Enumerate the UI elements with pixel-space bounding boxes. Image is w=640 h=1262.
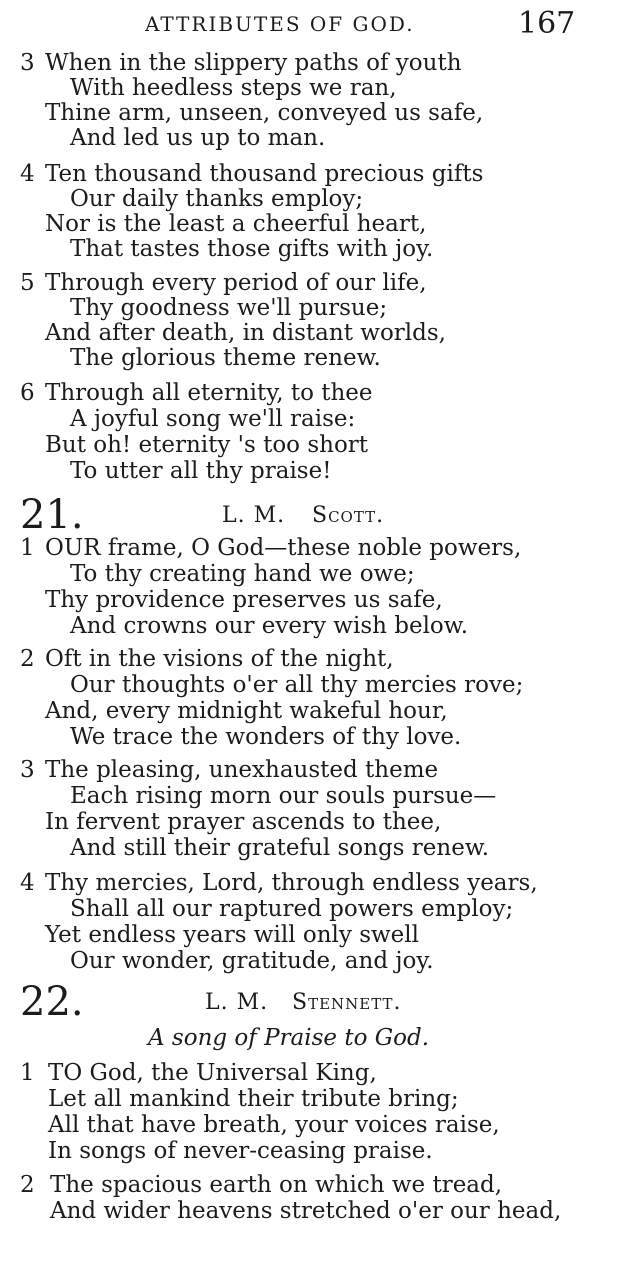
verse-line: And wider heavens stretched o'er our head, <box>50 1198 562 1224</box>
verse-line: Through every period of our life, <box>45 270 427 296</box>
verse-line: Nor is the least a cheerful heart, <box>45 211 427 237</box>
stanza-number: 2 <box>20 646 35 672</box>
verse-line: And, every midnight wakeful hour, <box>45 698 448 724</box>
verse-line: And still their grateful songs renew. <box>70 835 490 861</box>
verse-line: Our thoughts o'er all thy mercies rove; <box>70 672 524 698</box>
stanza-number: 4 <box>20 161 35 187</box>
hymn-number: 22. <box>20 979 84 1025</box>
running-title: ATTRIBUTES OF GOD. <box>145 12 415 36</box>
hymn-composer: Stennett. <box>292 990 402 1015</box>
verse-line: With heedless steps we ran, <box>70 75 397 101</box>
hymn21-heading <box>0 493 640 537</box>
page-header <box>0 6 640 40</box>
verse-line: But oh! eternity 's too short <box>45 432 369 458</box>
verse-line: We trace the wonders of thy love. <box>70 724 462 750</box>
verse-line: Thy mercies, Lord, through endless years, <box>45 870 538 896</box>
verse-line: Ten thousand thousand precious gifts <box>45 161 484 187</box>
verse-line: To utter all thy praise! <box>70 458 332 484</box>
stanza-number: 4 <box>20 870 35 896</box>
verse-line: The spacious earth on which we tread, <box>50 1172 503 1198</box>
stanza-number: 6 <box>20 380 35 406</box>
verse-line: That tastes those gifts with joy. <box>70 236 434 262</box>
verse-line: Thy providence preserves us safe, <box>45 587 443 613</box>
verse-line: Let all mankind their tribute bring; <box>48 1086 459 1112</box>
hymn-composer: Scott. <box>312 503 385 528</box>
stanza-number: 1 <box>20 1060 35 1086</box>
verse-line: A joyful song we'll raise: <box>70 406 356 432</box>
verse-line: Thy goodness we'll pursue; <box>70 295 388 321</box>
verse-line: Through all eternity, to thee <box>45 380 373 406</box>
hymn22-heading <box>0 980 640 1024</box>
verse-line: Our wonder, gratitude, and joy. <box>70 948 434 974</box>
verse-line: And led us up to man. <box>70 125 326 151</box>
verse-line: Each rising morn our souls pursue— <box>70 783 497 809</box>
stanza-number: 3 <box>20 50 35 76</box>
verse-line: The glorious theme renew. <box>70 345 381 371</box>
verse-line: All that have breath, your voices raise, <box>48 1112 500 1138</box>
stanza-number: 1 <box>20 535 35 561</box>
stanza-number: 5 <box>20 270 35 296</box>
page-number: 167 <box>518 6 576 41</box>
hymn-meter: L. M. <box>222 503 286 528</box>
verse-line: In fervent prayer ascends to thee, <box>45 809 442 835</box>
verse-line: Yet endless years will only swell <box>45 922 420 948</box>
verse-line: In songs of never-ceasing praise. <box>48 1138 433 1164</box>
hymn-number: 21. <box>20 492 84 538</box>
verse-line: And crowns our every wish below. <box>70 613 469 639</box>
verse-line: The pleasing, unexhausted theme <box>45 757 439 783</box>
verse-line: OUR frame, O God—these noble powers, <box>45 535 522 561</box>
verse-line: To thy creating hand we owe; <box>70 561 415 587</box>
stanza-number: 3 <box>20 757 35 783</box>
verse-line: Oft in the visions of the night, <box>45 646 394 672</box>
verse-line: Shall all our raptured powers employ; <box>70 896 514 922</box>
hymn-subtitle: A song of Praise to God. <box>148 1025 430 1051</box>
stanza-number: 2 <box>20 1172 35 1198</box>
verse-line: And after death, in distant worlds, <box>45 320 446 346</box>
verse-line: TO God, the Universal King, <box>48 1060 377 1086</box>
hymn-meter: L. M. <box>205 990 269 1015</box>
verse-line: Our daily thanks employ; <box>70 186 364 212</box>
verse-line: When in the slippery paths of youth <box>45 50 462 76</box>
verse-line: Thine arm, unseen, conveyed us safe, <box>45 100 484 126</box>
